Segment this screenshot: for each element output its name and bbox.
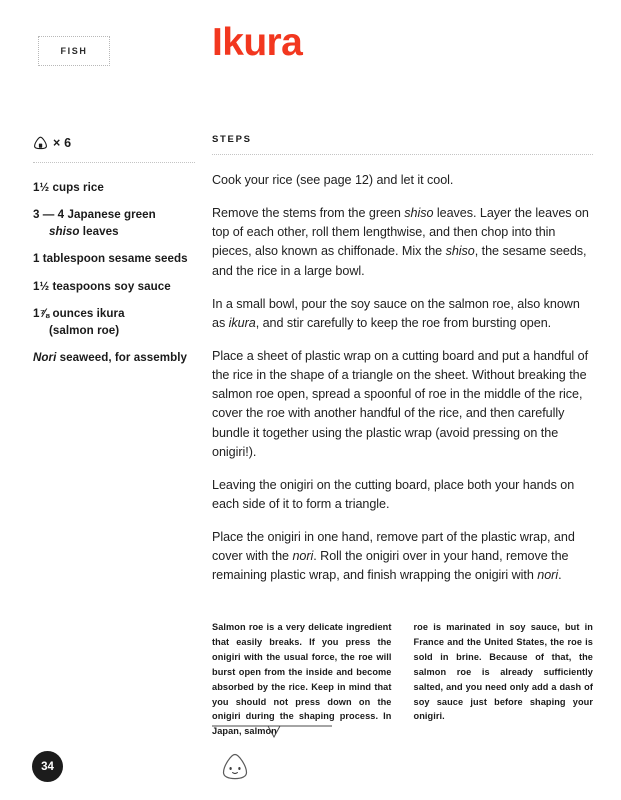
ingredient-text-continued: (salmon roe): [49, 323, 120, 337]
steps-heading: STEPS: [212, 134, 252, 145]
ingredient-item: [33, 251, 195, 267]
ingredient-text: 1½ teaspoons soy sauce: [33, 279, 171, 293]
ingredient-text: 1½ cups rice: [33, 181, 104, 194]
ingredients-panel: [33, 134, 195, 378]
steps-divider: [212, 154, 593, 155]
ingredient-item: [33, 180, 195, 196]
step-paragraph: Place a sheet of plastic wrap on a cutting board and put a handful of the rice in the shape of a triangle on the sheet. Without breaking the salmon roe open, spread a spoonful of roe in the middle of the rice, cover the roe with another handful of the rice, and then carefully bundle it together using the plastic wrap (avoid pressing on the onigiri!).: [212, 348, 589, 459]
ingredient-item: [33, 350, 195, 366]
tip-note-right-column: roe is marinated in soy sauce, but in France and the United States, the roe is sold in brine. Because of that, the salmon roe is already sufficiently salted, and you need only add a dash of soy sauce just before shaping your onigiri.: [413, 622, 593, 722]
step-italic-term: shiso: [404, 206, 434, 221]
step-italic-term: ikura: [228, 315, 256, 330]
steps-panel: [212, 134, 593, 600]
yield-label: × 6: [53, 136, 72, 150]
ingredient-text: 1 tablespoon sesame seeds: [33, 252, 188, 266]
yield-row: [33, 134, 195, 152]
step-italic-term: shiso: [445, 244, 475, 259]
onigiri-mascot-icon: [221, 752, 249, 782]
ingredient-italic-term: shiso: [49, 224, 80, 238]
tip-note-left-column: Salmon roe is a very delicate ingredient that easily breaks. If you press the onigiri with the usual force, the roe will burst open from the inside and become absorbed by the rice. Keep in mind that you should not press down on the onigiri during the shaping process. In Japan, salmon: [212, 622, 392, 737]
ingredient-list: [33, 180, 195, 367]
ingredient-item: [33, 279, 195, 295]
page-number-badge: 34: [32, 751, 63, 782]
step-italic-term: nori: [292, 549, 314, 564]
ingredient-item: [33, 207, 195, 240]
speech-bubble-tail-icon: [212, 725, 332, 739]
category-tag: [38, 36, 110, 66]
steps-list: [212, 171, 593, 586]
category-tag-label: FISH: [60, 46, 88, 56]
ingredient-italic-term: Nori: [33, 351, 57, 365]
step-paragraph: Place the onigiri in one hand, remove part of the plastic wrap, and cover with the nori. Roll the onigiri over in your hand, remove the remaining plastic wrap, and finish wrapping the onigiri with nori.: [212, 530, 575, 583]
ingredient-text-rest: seaweed, for assembly: [56, 351, 188, 365]
ingredients-divider: [33, 162, 195, 163]
ingredient-text-continued: [33, 224, 195, 240]
ingredient-text: 3 — 4 Japanese green: [33, 208, 156, 222]
onigiri-icon: [33, 136, 48, 150]
page-title: Ikura: [212, 21, 303, 64]
ingredient-item: [33, 306, 195, 339]
step-paragraph: In a small bowl, pour the soy sauce on the salmon roe, also known as ikura, and stir carefully to keep the roe from bursting open.: [212, 296, 580, 330]
tip-note-columns: [212, 620, 593, 739]
step-italic-term: nori: [537, 568, 559, 583]
ingredient-text: 1⅞ ounces ikura: [33, 307, 125, 321]
step-paragraph: Remove the stems from the green shiso leaves. Layer the leaves on top of each other, roll them lengthwise, and then chop into thin pieces, also known as chiffonade. Mix the shiso, the sesame seeds, and the rice in a large bowl.: [212, 206, 589, 278]
ingredient-text-rest: leaves: [79, 224, 119, 238]
step-paragraph: Cook your rice (see page 12) and let it cool.: [212, 173, 454, 187]
step-paragraph: Leaving the onigiri on the cutting board, place both your hands on each side of it to form a triangle.: [212, 477, 575, 511]
tip-note: [212, 620, 593, 739]
